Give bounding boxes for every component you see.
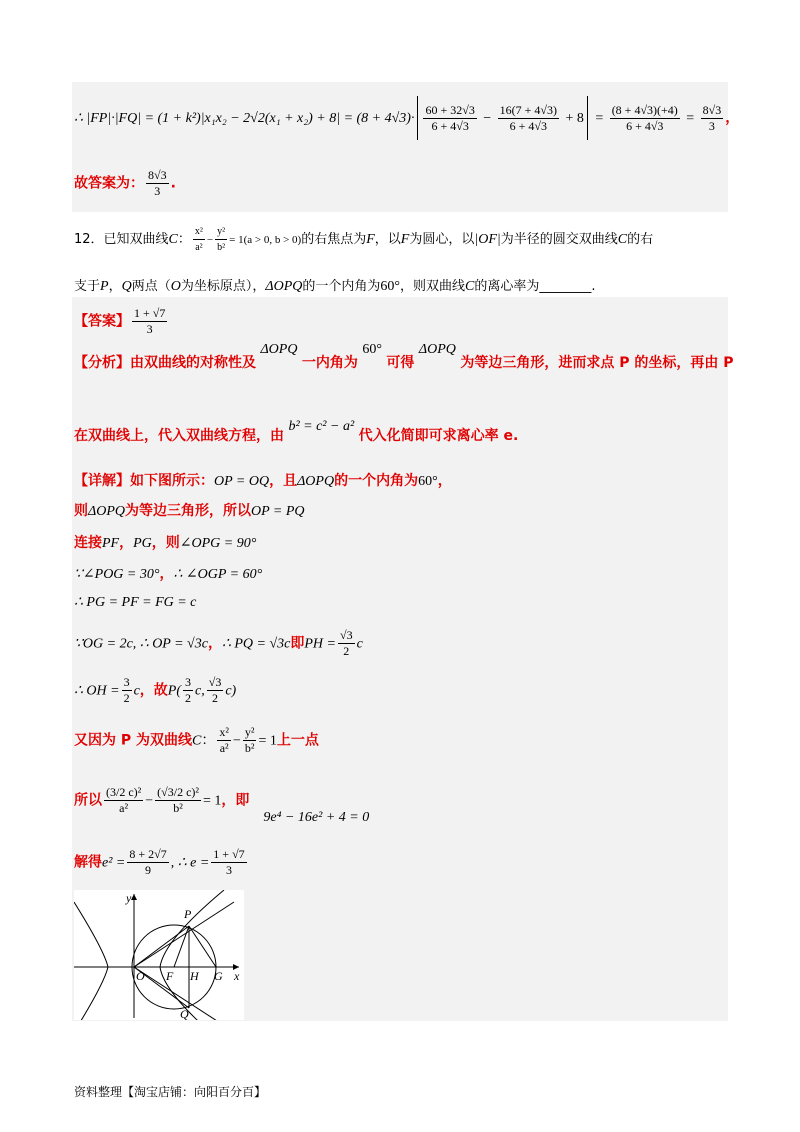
q2-tri: ΔOPQ: [265, 279, 303, 294]
minus-sign: −: [483, 111, 492, 126]
d6-frac: $\frac{√3}{2}$: [339, 628, 353, 658]
label-y: y: [126, 891, 132, 905]
top-formula-lhs: ∴ |FP|·|FQ| = (1 + k²)|x₁x₂ − 2√2(x₁ + x₂) + 8| = (8 + 4√3)·: [74, 111, 415, 126]
d4-m2: ∴ ∠OGP = 60°: [173, 567, 263, 582]
q-text-d: 为圆心，以: [409, 232, 475, 247]
detail-line-4: [74, 563, 262, 583]
prev-answer-frac: $\frac{8√3}{3}$: [148, 168, 167, 198]
d7-frac3: $\frac{√3}{2}$: [208, 675, 222, 705]
d7-frac: $\frac{3}{2}$: [123, 675, 130, 705]
q-text-b: 的右焦点为: [301, 232, 367, 247]
d6-m3: PH =: [304, 636, 336, 652]
d8-C: C: [192, 733, 202, 749]
analysis-label: 【分析】由双曲线的对称性及: [74, 355, 256, 371]
d6-m2: ∴ PQ = √3c: [221, 636, 291, 652]
answer-line: [74, 306, 169, 337]
d7-frac2: $\frac{3}{2}$: [185, 675, 192, 705]
analysis-b: 可得: [386, 355, 415, 371]
d9-frac2: $\frac{\text{(√3/2 c)²}}{\text{b²}}$: [157, 785, 199, 815]
analysis-c: 为等边三角形，进而求点 P 的坐标，再由 P: [460, 355, 734, 371]
d8-minus: −: [232, 733, 241, 749]
q2-c: 两点（: [131, 279, 171, 294]
detail-line-9: [74, 785, 370, 825]
q2-d: 为坐标原点），: [180, 279, 266, 294]
q2-C3: C: [465, 279, 475, 294]
d7-t1: ，故: [139, 682, 168, 699]
analysis-line-1: [74, 342, 734, 372]
abs-bar-right: [587, 96, 588, 140]
q-OF: |OF|: [474, 232, 501, 247]
q-frac-y: $\frac{\text{y²}}{\text{b²}}$: [217, 226, 226, 253]
top-tail: ，: [725, 110, 740, 126]
d1-t1: ，且: [269, 473, 298, 489]
d6-t1: ，: [207, 635, 222, 652]
prev-answer: [74, 168, 176, 199]
analysis-eq: b² = c² − a²: [288, 419, 355, 434]
d8-t1: 又因为 P 为双曲线: [74, 732, 193, 749]
detail-line-5: [74, 594, 196, 611]
prev-answer-label: 故答案为：: [74, 175, 144, 192]
detail-label: 【详解】如下图所示：: [74, 473, 214, 489]
d4-m1: ∵∠POG = 30°: [74, 567, 160, 582]
hyperbola-figure: [74, 890, 244, 1020]
d5-m1: ∴ PG = PF = FG = c: [74, 595, 197, 610]
analysis-tri2: ΔOPQ: [418, 342, 456, 357]
q-eq-rest: = 1(a > 0, b > 0): [229, 234, 302, 246]
d6-m4: c: [356, 636, 363, 652]
q2-blank: ________.: [539, 279, 596, 294]
d9-t1: 所以: [74, 792, 102, 809]
q2-f: ，则双曲线: [400, 279, 466, 294]
detail-line-1: [74, 470, 452, 490]
detail-line-2: [74, 500, 305, 520]
q2-a: 支于: [74, 279, 101, 294]
abs-bar-left: [417, 96, 418, 140]
detail-line-6: [74, 628, 363, 659]
d2-t1: 则: [74, 503, 88, 519]
d3-t1: 连接: [74, 535, 102, 551]
prev-answer-tail: .: [170, 175, 176, 192]
top-frac-2: $\frac{16(7 + 4√3)}{6 + 4√3}$: [499, 102, 558, 133]
d1-t2: 的一个内角为: [334, 473, 419, 489]
q-C2: C: [617, 232, 628, 247]
d2-m2: OP = PQ: [251, 504, 305, 519]
analysis-e: 代入化简即可求离心率 e.: [358, 428, 519, 444]
d4-t1: ，: [159, 566, 174, 582]
d2-t2: 为等边三角形，所以: [125, 503, 251, 519]
d8-eq: = 1: [258, 733, 277, 749]
d10-m1: e² =: [102, 855, 126, 871]
q-text-f: 的右: [627, 232, 654, 247]
q-text-e: 为半径的圆交双曲线: [500, 232, 618, 247]
detail-line-8: [74, 725, 319, 756]
analysis-a: 一内角为: [301, 355, 358, 371]
d2-m1: ΔOPQ: [88, 504, 125, 519]
d1-m1: OP = OQ: [214, 474, 270, 489]
label-P: P: [184, 907, 192, 921]
d8-frac1: $\frac{\text{x²}}{\text{a²}}$: [219, 725, 229, 755]
label-Q: Q: [180, 1007, 189, 1020]
d9-t2: ，即: [221, 792, 250, 809]
d7-m4: c,: [195, 683, 205, 699]
analysis-deg: 60°: [362, 342, 382, 357]
d6-m1: ∵OG = 2c, ∴ OP = √3c: [74, 636, 208, 652]
answer-label: 【答案】: [74, 313, 130, 330]
q-text-c: ，以: [374, 232, 401, 247]
footer-source: 资料整理【淘宝店铺：向阳百分百】: [74, 1085, 267, 1099]
d3-m1: PF: [102, 536, 120, 551]
q2-P: P: [100, 279, 109, 294]
q-frac-x: $\frac{\text{x²}}{\text{a²}}$: [194, 226, 203, 253]
equals-2: =: [686, 111, 695, 126]
analysis-d: 在双曲线上，代入双曲线方程，由: [74, 428, 284, 444]
question-line-1: 12．已知双曲线C： $\frac{\text{x²}}{\text{a²}}$ − $\frac{\text{y²}}{\text{b²}}$ = 1(a > 0, b > 0)的右焦点为F，以F为圆心，以|OF|为半径的圆交双曲线C的右: [74, 226, 654, 253]
q2-deg: 60°: [380, 279, 400, 294]
d8-t2: 上一点: [276, 732, 319, 749]
q-F: F: [366, 232, 375, 247]
plus-eight: + 8: [565, 111, 584, 126]
detail-line-10: [74, 847, 249, 878]
q-C: C: [168, 232, 178, 247]
detail-line-7: [74, 675, 236, 706]
q2-b: ，: [108, 279, 122, 294]
d3-t2: ，: [119, 535, 134, 551]
answer-frac: $\frac{1 + √7}{3}$: [134, 306, 166, 336]
label-F: F: [166, 969, 174, 983]
d9-minus: −: [145, 793, 154, 809]
d1-m3: 60°: [418, 474, 438, 489]
d10-frac1: $\frac{8 + 2√7}{9}$: [129, 847, 167, 877]
figure-background: [74, 890, 244, 1020]
top-formula: [74, 96, 739, 140]
d8-frac2: $\frac{\text{y²}}{\text{b²}}$: [244, 725, 255, 755]
label-x: x: [234, 969, 240, 983]
d6-t2: 即: [290, 635, 305, 652]
q2-O: O: [170, 279, 181, 294]
label-G: G: [214, 969, 223, 983]
top-frac-4: $\frac{8√3}{3}$: [702, 102, 722, 133]
d8-colon: ：: [201, 733, 216, 749]
d9-frac1: $\frac{\text{(3/2 c)²}}{\text{a²}}$: [106, 785, 142, 815]
q-text-a: 12．已知双曲线: [74, 232, 169, 247]
d7-m5: c): [225, 683, 237, 699]
d3-m2: PG: [133, 536, 152, 551]
d9-m1: 9e⁴ − 16e² + 4 = 0: [263, 809, 370, 825]
q2-Q: Q: [121, 279, 132, 294]
q2-g: 的离心率为: [474, 279, 540, 294]
detail-line-3: [74, 532, 256, 552]
d9-eq: = 1: [203, 793, 222, 809]
question-line-2: [74, 275, 596, 295]
d7-m2: c: [133, 683, 140, 699]
d7-m3: P(: [167, 683, 182, 699]
analysis-tri: ΔOPQ: [260, 342, 298, 357]
equals: =: [595, 111, 604, 126]
d3-t3: ，则: [151, 535, 180, 551]
top-frac-3: $\frac{(8 + 4√3)(+4)}{6 + 4√3}$: [611, 102, 678, 133]
q-colon: ：: [177, 232, 191, 247]
d7-m1: ∴ OH =: [74, 683, 120, 699]
label-H: H: [190, 969, 199, 983]
d1-m2: ΔOPQ: [297, 474, 335, 489]
d10-frac2: $\frac{1 + √7}{3}$: [213, 847, 245, 877]
d3-m3: ∠OPG = 90°: [179, 536, 257, 551]
analysis-line-2: [74, 419, 519, 445]
d10-t1: 解得: [74, 854, 102, 871]
d10-m2: , ∴ e =: [170, 855, 210, 871]
label-O: O: [136, 969, 145, 983]
d1-t3: ，: [437, 473, 452, 489]
q-F2: F: [400, 232, 410, 247]
top-frac-1: $\frac{60 + 32√3}{6 + 4√3}$: [425, 102, 475, 133]
q2-e: 的一个内角为: [302, 279, 381, 294]
